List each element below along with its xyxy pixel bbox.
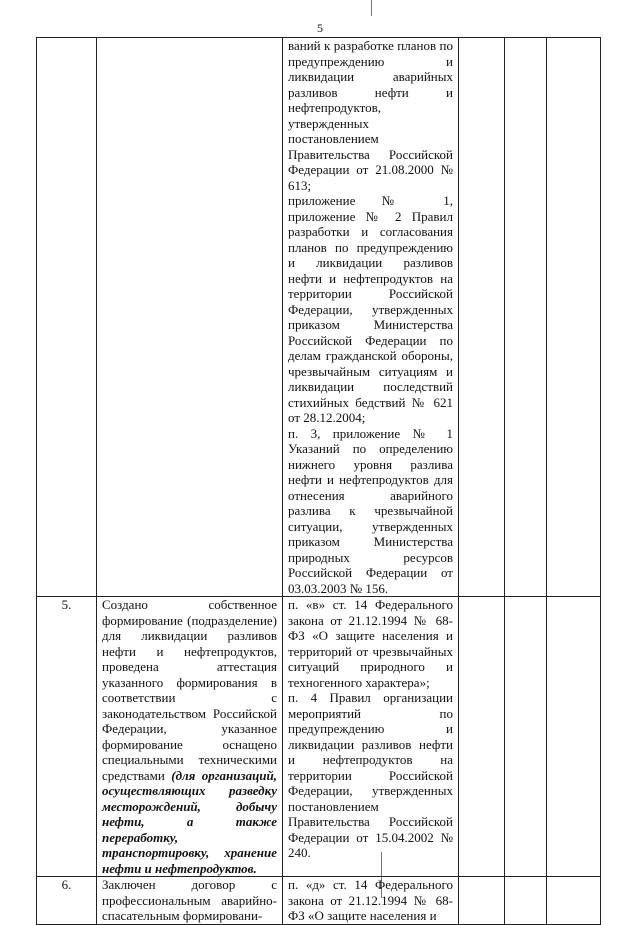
requirement-cell	[97, 597, 283, 877]
reference-cell	[283, 38, 459, 597]
row-number	[37, 38, 97, 597]
reference-paragraph: ваний к разработке планов по предупреждению и ликвидации аварийных разливов нефти и нефтепродуктов, утвержденных постановлением Правительства Российской Федерации от 21.08.2000 № 613;	[288, 38, 453, 193]
empty-cell	[505, 597, 547, 877]
reference-cell	[283, 597, 459, 877]
reference-paragraph: п. 3, приложение № 1 Указаний по определению нижнего уровня разлива нефти и нефтепродуктов для отнесения аварийного разлива к чрезвычайной ситуации, утвержденных приказом Министерства природных ресурсов Российской Федерации от 03.03.2003 № 156.	[288, 425, 453, 596]
reference-paragraph: приложение № 1, приложение № 2 Правил разработки и согласования планов по предупреждению и ликвидации разливов нефти и нефтепродуктов на территории Российской Федерации, утвержденных приказом Министерства Российской Федерации по делам гражданской обороны, чрезвычайным ситуациям и ликвидации последствий стихийных бедствий № 621 от 28.12.2004;	[288, 193, 453, 425]
requirement-emphasis: (для организаций, осуществляющих разведку месторождений, добычу нефти, а также переработку, транспортировку, хранение нефти и нефтепродуктов.	[102, 767, 278, 876]
requirement-text: Создано собственное формирование (подразделение) для ликвидации разливов нефти и нефтепродуктов, проведена аттестация указанного формирования в соответствии с законодательством Российской Федерации, указанное формирование оснащено специальными техническими средствами	[102, 597, 277, 783]
empty-cell	[459, 877, 505, 925]
table-row	[37, 877, 601, 925]
table-row	[37, 38, 601, 597]
empty-cell	[459, 597, 505, 877]
empty-cell	[547, 877, 601, 925]
empty-cell	[505, 38, 547, 597]
requirement-cell	[97, 877, 283, 925]
requirements-table	[36, 37, 601, 925]
empty-cell	[459, 38, 505, 597]
scan-artifact-top	[371, 0, 372, 16]
reference-cell	[283, 877, 459, 925]
table-row	[37, 597, 601, 877]
reference-paragraph: п. 4 Правил организации мероприятий по предупреждению и ликвидации разливов нефти и нефтепродуктов на территории Российской Федерации, утвержденных постановлением Правительства Российской Федерации от 15.04.2002 № 240.	[288, 690, 453, 860]
row-number: 5.	[37, 597, 97, 877]
requirement-text: Заключен договор с профессиональным аварийно-спасательным формировани-	[102, 877, 277, 923]
reference-paragraph: п. «в» ст. 14 Федерального закона от 21.12.1994 № 68-ФЗ «О защите населения и территорий от чрезвычайных ситуаций природного и техногенного характера»;	[288, 597, 453, 690]
reference-paragraph: п. «д» ст. 14 Федерального закона от 21.12.1994 № 68-ФЗ «О защите населения и	[288, 877, 453, 923]
empty-cell	[505, 877, 547, 925]
row-number: 6.	[37, 877, 97, 925]
requirement-cell	[97, 38, 283, 597]
empty-cell	[547, 597, 601, 877]
page-number: 5	[317, 21, 323, 35]
empty-cell	[547, 38, 601, 597]
